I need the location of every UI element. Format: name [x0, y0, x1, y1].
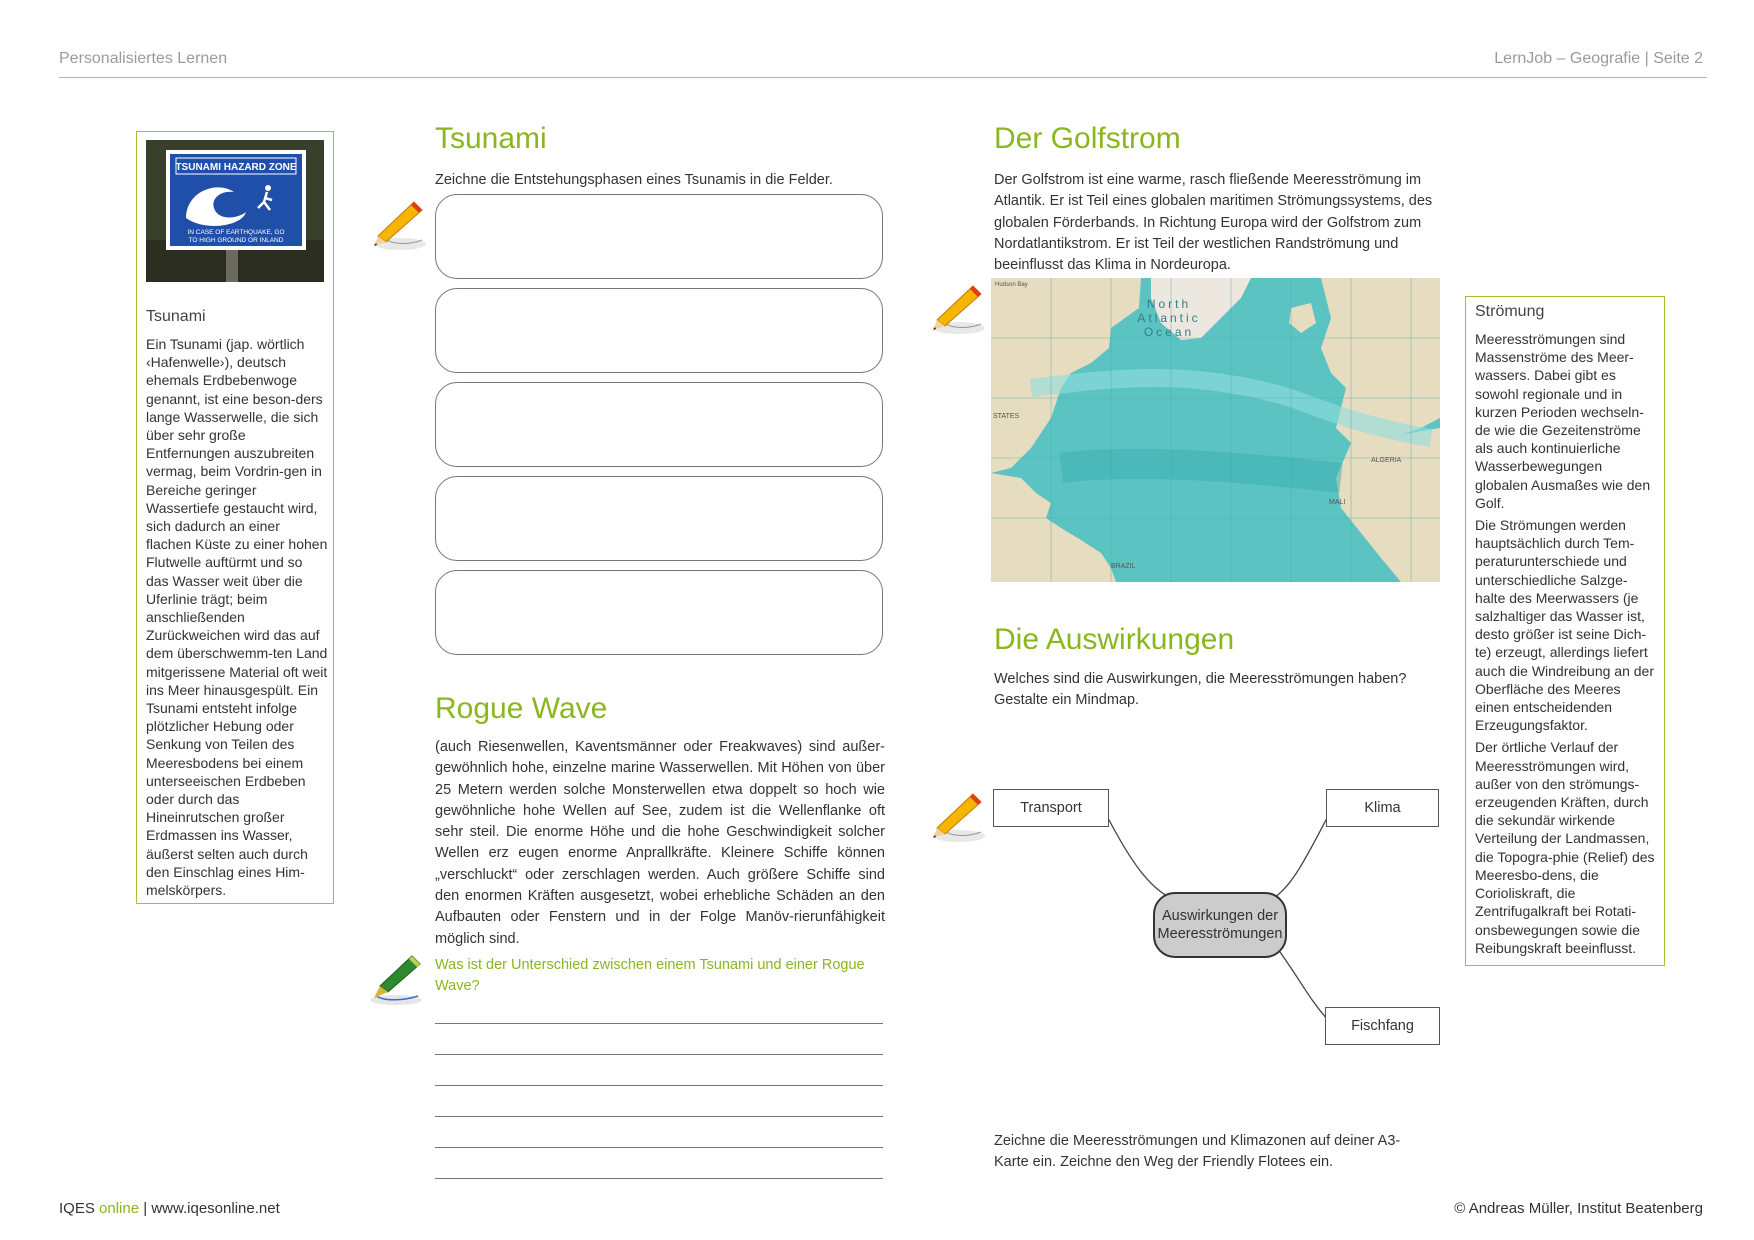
answer-line-5[interactable] — [435, 1147, 883, 1148]
stroemung-paragraph-2: Die Strömungen werden hauptsächlich durch Tem-peraturunterschiede und unterschiedliche Salzge-halte des Meerwassers (je salzhaltiger das Wasser ist, desto größer ist seine Dich-te) erzeugt, allerdings liefert auch die Windreibung an der Oberfläche des Meeres einen entscheidenden Erzeugungsfaktor. — [1475, 517, 1655, 734]
stroemung-title: Strömung — [1475, 303, 1545, 320]
tsunami-phase-field-1[interactable] — [435, 194, 883, 279]
header-divider — [59, 77, 1707, 78]
map-label-states: STATES — [993, 413, 1020, 420]
map-label-brazil: BRAZIL — [1111, 563, 1136, 570]
mindmap-node-transport[interactable]: Transport — [993, 789, 1109, 827]
stroemung-info-box — [1465, 296, 1665, 966]
tsunami-instruction: Zeichne die Entstehungsphasen eines Tsunamis in die Felder. — [435, 172, 833, 188]
tsunami-phase-field-5[interactable] — [435, 570, 883, 655]
rogue-wave-text: (auch Riesenwellen, Kaventsmänner oder Freakwaves) sind außer-gewöhnlich hohe, einzelne marine Wasserwellen. Mit Höhen von über 25 Metern werden solche Monsterwellen etwa doppelt so hoch wie gewöhnliche hohe Wellen auf See, zudem ist die Wellenflanke oft sehr steil. Die enorme Höhe und die hohe Geschwindigkeit solcher Wellen erz eugen enorme Anprallkräfte. Kleinere Schiffe können „verschluckt“ oder zerschlagen werden. Auch größere Schiffe sind den enormen Kräften ausgesetzt, wobei erhebliche Schäden an den Aufbauten oder Fenstern und in der Folge Manöv-rierunfähigkeit möglich sind. — [435, 739, 885, 947]
rogue-wave-heading: Rogue Wave — [435, 692, 608, 725]
answer-line-6[interactable] — [435, 1178, 883, 1179]
map-label-hudson-bay: Hudson Bay — [995, 282, 1028, 288]
tsunami-heading: Tsunami — [435, 122, 547, 155]
tsunami-info-title: Tsunami — [146, 308, 206, 325]
tsunami-info-text: Ein Tsunami (jap. wörtlich ‹Hafenwelle›), deutsch ehemals Erdbebenwoge genannt, ist eine beson-ders lange Wasserwelle, die sich über sehr große Entfernungen auszubreiten vermag, beim Vordrin-gen in Bereiche geringer Wassertiefe gestaucht wird, sich dadurch an einer flachen Küste zu einer hohen Flutwelle auftürmt und so das Wasser weit über die Uferlinie trägt; beim anschließenden Zurückweichen wird das auf dem überschwemm-ten Land mitgerissene Material oft weit ins Meer hinausgespült. Ein Tsunami entsteht infolge plötzlicher Hebung oder Senkung von Teilen des Meeresbodens bei einem unterseeischen Erdbeben oder durch das Hineinrutschen großer Erdmassen ins Wasser, äußerst selten auch durch den Einschlag eines Him-melskörpers. — [146, 336, 328, 899]
footer-brand-accent: online — [99, 1200, 140, 1217]
answer-line-1[interactable] — [435, 1023, 883, 1024]
sign-title-text: TSUNAMI HAZARD ZONE — [175, 162, 297, 173]
mindmap-node-fischfang[interactable]: Fischfang — [1325, 1007, 1440, 1045]
pencil-icon — [923, 280, 989, 338]
fountain-pen-icon — [362, 950, 428, 1008]
sign-line2-text: IN CASE OF EARTHQUAKE, GO — [187, 229, 285, 236]
auswirkungen-heading: Die Auswirkungen — [994, 623, 1235, 656]
pencil-icon — [923, 788, 989, 846]
map-label-algeria: ALGERIA — [1371, 457, 1402, 464]
answer-line-3[interactable] — [435, 1085, 883, 1086]
map-label-mali: MALI — [1329, 499, 1346, 506]
answer-line-4[interactable] — [435, 1116, 883, 1117]
mindmap-center-node[interactable]: Auswirkungen der Meeresströmungen — [1153, 892, 1287, 958]
footer-left — [59, 1200, 280, 1217]
footer-url[interactable]: www.iqesonline.net — [151, 1200, 280, 1217]
tsunami-phase-field-2[interactable] — [435, 288, 883, 373]
mindmap-node-klima[interactable]: Klima — [1326, 789, 1439, 827]
stroemung-paragraph-3: Der örtliche Verlauf der Meeresströmungen wird, außer von den strömungs-erzeugenden Kräften, durch die sekundär wirkende Verteilung der Landmassen, die Topogra-phie (Relief) des Meeresbo-dens, die Corioliskraft, die Zentrifugalkraft bei Rotati-onsbewegungen sowie die Reibungskraft beeinflusst. — [1475, 739, 1655, 956]
header-left: Personalisiertes Lernen — [59, 50, 228, 67]
tsunami-sign-graphic — [146, 140, 324, 282]
golfstrom-heading: Der Golfstrom — [994, 122, 1181, 155]
rogue-wave-question: Was ist der Unterschied zwischen einem Tsunami und einer Rogue Wave? — [435, 957, 865, 995]
map-label-north: North — [1146, 297, 1192, 311]
pencil-icon — [364, 196, 430, 254]
footer-brand: IQES — [59, 1200, 95, 1217]
north-atlantic-map — [991, 278, 1440, 582]
tsunami-hazard-sign-image — [146, 140, 324, 282]
tsunami-info-box — [136, 131, 334, 904]
auswirkungen-question: Welches sind die Auswirkungen, die Meeresströmungen haben? Gestalte ein Mindmap. — [994, 671, 1407, 709]
footer-separator: | — [143, 1200, 148, 1217]
tsunami-phase-field-3[interactable] — [435, 382, 883, 467]
header-right: LernJob – Geografie | Seite 2 — [1494, 50, 1703, 67]
closing-instruction: Zeichne die Meeresströmungen und Klimazonen auf deiner A3-Karte ein. Zeichne den Weg der Friendly Flotees ein. — [994, 1133, 1401, 1171]
map-label-ocean: Ocean — [1143, 325, 1195, 339]
stroemung-text — [1475, 330, 1657, 961]
stroemung-paragraph-1: Meeresströmungen sind Massenströme des Meer-wassers. Dabei gibt es sowohl regionale und in kurzen Perioden wechseln-de wie die Gezeitenströme als auch kontinuierliche Wasserbewegungen globalen Ausmaßes wie den Golf. — [1475, 331, 1651, 511]
map-label-atlantic: Atlantic — [1137, 311, 1201, 325]
sign-line3-text: TO HIGH GROUND OR INLAND — [188, 237, 284, 244]
golfstrom-text: Der Golfstrom ist eine warme, rasch fließende Meeresströmung im Atlantik. Er ist Teil eines globalen maritimen Strömungssystems, des globalen Förderbands. In Richtung Europa wird der Golfstrom zum Nordatlantikstrom. Er ist Teil der westlichen Randströmung und beeinflusst das Klima in Nordeuropa. — [994, 172, 1433, 274]
answer-line-2[interactable] — [435, 1054, 883, 1055]
tsunami-phase-field-4[interactable] — [435, 476, 883, 561]
footer-copyright: © Andreas Müller, Institut Beatenberg — [1454, 1200, 1703, 1217]
